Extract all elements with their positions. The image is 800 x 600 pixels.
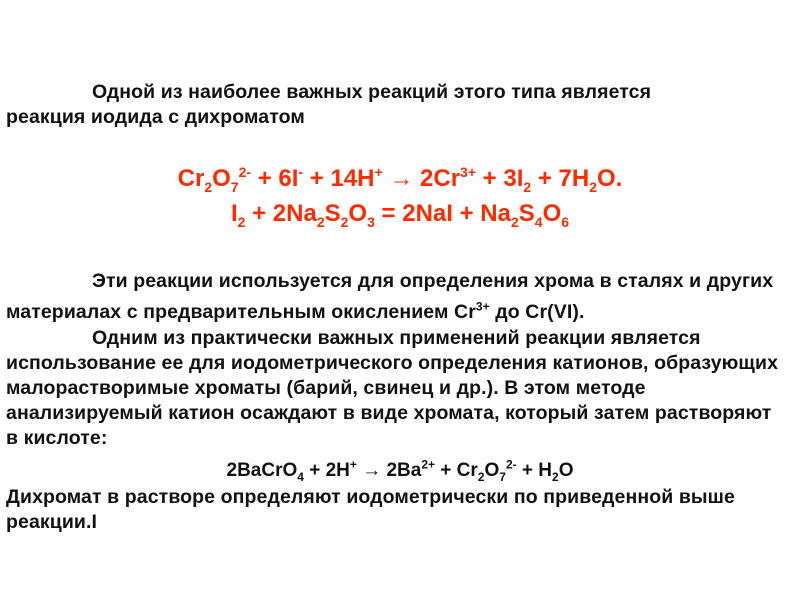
eq1-part: + 6I — [251, 165, 299, 192]
eq3-part: + H — [516, 460, 553, 481]
equation-iodine-thiosulfate — [0, 199, 800, 229]
eq2-sub: 2 — [237, 213, 246, 230]
eq2-part: O — [542, 200, 562, 227]
eq1-part: Cr — [177, 165, 205, 192]
eq3-sub: 2 — [477, 469, 485, 484]
eq2-part: S — [324, 200, 341, 227]
eq2-part: S — [518, 200, 535, 227]
eq3-sup: 2+ — [421, 457, 436, 472]
eq3-part: O — [558, 460, 574, 481]
eq1-part: + 14H — [303, 165, 375, 192]
eq3-part: + 2H — [303, 460, 350, 481]
superscript: 3+ — [475, 299, 490, 314]
equation-barium-chromate — [0, 459, 800, 483]
eq2-sub: 3 — [367, 213, 375, 230]
eq2-part: O — [348, 200, 368, 227]
eq2-sub: 6 — [561, 213, 570, 230]
eq2-sub: 4 — [534, 213, 543, 230]
intro-line-1: Одной из наиболее важных реакций этого типа является — [92, 81, 652, 103]
eq3-part: + Cr — [435, 460, 478, 481]
paragraph-text: Одним из практически важных применений реакции является использование ее для иодометрического определения катионов, образующих малорастворимые хроматы (барий, свинец и др.). В этом методе анализируемый катион осаждают в виде хромата, который затем растворяют в кислоте: — [6, 327, 779, 449]
chromium-steel-paragraph — [6, 266, 784, 328]
eq1-sub: 2 — [589, 178, 597, 195]
eq2-sub: 2 — [340, 213, 349, 230]
intro-paragraph — [6, 80, 746, 130]
eq3-sub: 4 — [297, 469, 304, 484]
eq1-sup: 2- — [238, 164, 252, 180]
eq3-sup: 2- — [505, 457, 517, 472]
eq1-part: O. — [597, 165, 623, 192]
eq1-sup: 3+ — [460, 164, 476, 180]
eq2-part: + 2Na — [245, 200, 317, 227]
eq1-part: + 3I — [476, 165, 524, 192]
eq2-sub: 2 — [316, 213, 325, 230]
eq2-sub: 2 — [510, 213, 519, 230]
eq1-part: → 2Cr — [382, 165, 461, 192]
eq1-sup: + — [374, 164, 383, 180]
intro-line-2: реакция иодида с дихроматом — [6, 106, 305, 128]
eq1-sup: - — [298, 164, 304, 180]
eq3-part: O — [484, 460, 500, 481]
eq2-part: I — [230, 200, 238, 227]
iodometric-application-paragraph — [6, 326, 784, 451]
equation-iodide-dichromate — [0, 164, 800, 194]
eq3-part: → 2Ba — [356, 460, 422, 481]
paragraph-text: до Cr(VI). — [489, 301, 585, 323]
paragraph-text: Эти реакции используется для определения хрома в сталях и других материалах с предварительным окислением Cr — [6, 270, 774, 323]
eq1-part: + 7H — [531, 165, 590, 192]
eq1-sub: 2 — [204, 178, 213, 195]
eq1-sub: 7 — [230, 178, 239, 195]
eq1-sub: 2 — [523, 178, 532, 195]
dichromate-determination-paragraph — [6, 485, 784, 535]
eq3-sup: + — [349, 457, 357, 472]
eq3-part: 2BaCrO — [226, 460, 298, 481]
eq3-sub: 7 — [499, 469, 506, 484]
eq2-part: = 2NaI + Na — [374, 200, 511, 227]
paragraph-text: Дихромат в растворе определяют иодометрически по приведенной выше реакции.I — [6, 486, 735, 533]
eq1-part: O — [212, 165, 231, 192]
eq3-sub: 2 — [552, 469, 559, 484]
